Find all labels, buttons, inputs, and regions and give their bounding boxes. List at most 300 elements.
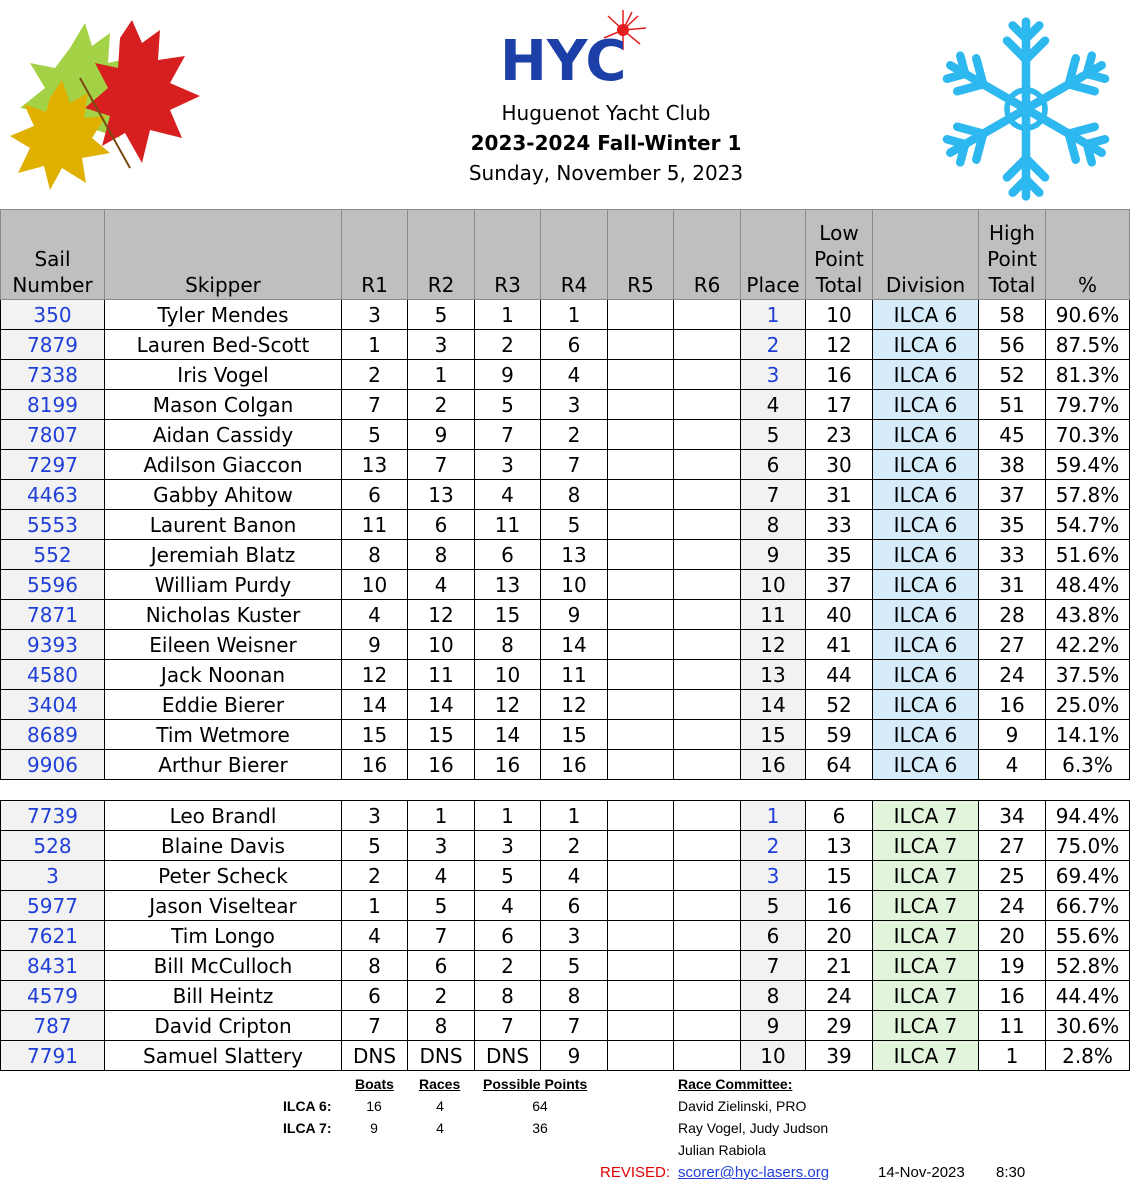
race-2-score: 3 [408,330,475,360]
sail-number-link[interactable]: 5596 [1,570,105,600]
low-point-total: 37 [806,570,873,600]
footer-ilca7-races: 4 [436,1120,444,1136]
race-3-score: 4 [475,480,541,510]
sail-number-link[interactable]: 4579 [1,981,105,1011]
division-value: ILCA 7 [873,801,979,831]
race-3-score: 3 [475,450,541,480]
high-point-total: 31 [979,570,1046,600]
high-point-total: 52 [979,360,1046,390]
sail-number-link[interactable]: 3 [1,861,105,891]
race-6-score [674,450,741,480]
results-table [0,209,1130,1071]
race-4-score: 3 [541,921,608,951]
race-2-score: 10 [408,630,475,660]
high-point-total: 25 [979,861,1046,891]
low-point-total: 24 [806,981,873,1011]
footer-ilca6-boats: 16 [366,1098,382,1114]
skipper-name: Aidan Cassidy [105,420,342,450]
table-row [1,921,1130,951]
col-r3: R3 [475,210,541,300]
division-value: ILCA 6 [873,600,979,630]
footer-boats-header: Boats [355,1076,394,1092]
ilca7-results [1,801,1130,1071]
high-point-total: 27 [979,831,1046,861]
low-point-total: 21 [806,951,873,981]
race-6-score [674,480,741,510]
high-point-total: 33 [979,540,1046,570]
table-row [1,1011,1130,1041]
race-1-score: 4 [342,921,408,951]
division-value: ILCA 7 [873,951,979,981]
race-2-score: 4 [408,861,475,891]
col-high-point-total: High Point Total [979,210,1046,300]
high-point-total: 11 [979,1011,1046,1041]
percent-value: 79.7% [1046,390,1130,420]
race-6-score [674,660,741,690]
race-5-score [608,1011,674,1041]
sail-number-link[interactable]: 9393 [1,630,105,660]
division-value: ILCA 7 [873,861,979,891]
race-4-score: 11 [541,660,608,690]
race-6-score [674,1041,741,1071]
sail-number-link[interactable]: 7621 [1,921,105,951]
skipper-name: Tim Longo [105,921,342,951]
race-3-score: 8 [475,630,541,660]
race-6-score [674,360,741,390]
percent-value: 90.6% [1046,300,1130,330]
high-point-total: 58 [979,300,1046,330]
place-value: 9 [741,1011,806,1041]
high-point-total: 24 [979,891,1046,921]
percent-value: 94.4% [1046,801,1130,831]
race-1-score: 7 [342,390,408,420]
sail-number-link[interactable]: 4580 [1,660,105,690]
table-row [1,450,1130,480]
high-point-total: 56 [979,330,1046,360]
sail-number-link[interactable]: 7739 [1,801,105,831]
race-1-score: 5 [342,420,408,450]
low-point-total: 31 [806,480,873,510]
race-2-score: 6 [408,510,475,540]
race-1-score: 4 [342,600,408,630]
race-1-score: 16 [342,750,408,780]
place-value: 8 [741,510,806,540]
skipper-name: Jason Viseltear [105,891,342,921]
high-point-total: 34 [979,801,1046,831]
place-value: 7 [741,480,806,510]
race-3-score: 7 [475,1011,541,1041]
race-1-score: 2 [342,360,408,390]
division-value: ILCA 6 [873,510,979,540]
table-row [1,540,1130,570]
race-3-score: 9 [475,360,541,390]
percent-value: 37.5% [1046,660,1130,690]
division-value: ILCA 7 [873,1041,979,1071]
division-value: ILCA 6 [873,480,979,510]
table-row [1,570,1130,600]
race-2-score: 3 [408,831,475,861]
spacer-row [1,780,1130,801]
race-4-score: 12 [541,690,608,720]
division-value: ILCA 7 [873,891,979,921]
skipper-name: David Cripton [105,1011,342,1041]
race-3-score: 12 [475,690,541,720]
race-4-score: 13 [541,540,608,570]
low-point-total: 16 [806,360,873,390]
snowflake-icon [928,14,1124,204]
table-row [1,801,1130,831]
race-5-score [608,690,674,720]
race-6-score [674,570,741,600]
race-5-score [608,570,674,600]
scorer-email-link[interactable]: scorer@hyc-lasers.org [678,1164,830,1181]
low-point-total: 44 [806,660,873,690]
race-1-score: 10 [342,570,408,600]
skipper-name: Tim Wetmore [105,720,342,750]
place-value: 1 [741,300,806,330]
percent-value: 52.8% [1046,951,1130,981]
race-3-score: DNS [475,1041,541,1071]
race-4-score: 4 [541,861,608,891]
spacer-cell [1,780,1130,801]
race-6-score [674,420,741,450]
low-point-total: 10 [806,300,873,330]
table-row [1,750,1130,780]
sail-number-link[interactable]: 3404 [1,690,105,720]
division-value: ILCA 6 [873,570,979,600]
race-4-score: 6 [541,891,608,921]
division-value: ILCA 6 [873,390,979,420]
table-row [1,360,1130,390]
race-5-score [608,630,674,660]
high-point-total: 20 [979,921,1046,951]
place-value: 16 [741,750,806,780]
table-row [1,600,1130,630]
skipper-name: Blaine Davis [105,831,342,861]
percent-value: 43.8% [1046,600,1130,630]
race-3-score: 3 [475,831,541,861]
table-row [1,1041,1130,1071]
table-row [1,330,1130,360]
place-value: 1 [741,801,806,831]
race-3-score: 4 [475,891,541,921]
race-5-score [608,1041,674,1071]
race-4-score: 15 [541,720,608,750]
revised-date: 14-Nov-2023 [878,1164,965,1181]
race-committee-line-2: Ray Vogel, Judy Judson [678,1120,829,1136]
sail-number-link[interactable]: 787 [1,1011,105,1041]
race-4-score: 2 [541,831,608,861]
skipper-name: Lauren Bed-Scott [105,330,342,360]
table-row [1,690,1130,720]
race-4-score: 7 [541,450,608,480]
header-row [1,210,1130,300]
col-place: Place [741,210,806,300]
race-3-score: 5 [475,390,541,420]
high-point-total: 16 [979,981,1046,1011]
percent-value: 55.6% [1046,921,1130,951]
race-1-score: 7 [342,1011,408,1041]
race-6-score [674,1011,741,1041]
race-5-score [608,600,674,630]
race-1-score: 6 [342,480,408,510]
race-1-score: 3 [342,801,408,831]
race-4-score: 8 [541,981,608,1011]
sail-number-link[interactable]: 7807 [1,420,105,450]
col-r2: R2 [408,210,475,300]
sail-number-link[interactable]: 350 [1,300,105,330]
low-point-total: 59 [806,720,873,750]
place-value: 13 [741,660,806,690]
percent-value: 75.0% [1046,831,1130,861]
col-r1: R1 [342,210,408,300]
place-value: 5 [741,891,806,921]
low-point-total: 39 [806,1041,873,1071]
race-4-score: 3 [541,390,608,420]
col-skipper: Skipper [105,210,342,300]
division-value: ILCA 6 [873,300,979,330]
race-1-score: 9 [342,630,408,660]
race-2-score: 7 [408,450,475,480]
race-5-score [608,891,674,921]
low-point-total: 13 [806,831,873,861]
sail-number-link[interactable]: 9906 [1,750,105,780]
col-low-point-total: Low Point Total [806,210,873,300]
race-4-score: 16 [541,750,608,780]
percent-value: 14.1% [1046,720,1130,750]
low-point-total: 52 [806,690,873,720]
division-value: ILCA 6 [873,750,979,780]
place-value: 3 [741,861,806,891]
skipper-name: Gabby Ahitow [105,480,342,510]
page-footer [0,1074,1132,1187]
hyc-logo [498,8,648,88]
division-value: ILCA 7 [873,1011,979,1041]
table-row [1,390,1130,420]
division-value: ILCA 6 [873,690,979,720]
low-point-total: 15 [806,861,873,891]
race-3-score: 14 [475,720,541,750]
percent-value: 70.3% [1046,420,1130,450]
race-6-score [674,831,741,861]
low-point-total: 17 [806,390,873,420]
race-1-score: DNS [342,1041,408,1071]
low-point-total: 12 [806,330,873,360]
division-spacer [1,780,1130,801]
race-2-score: 13 [408,480,475,510]
race-1-score: 3 [342,300,408,330]
col-percent: % [1046,210,1130,300]
race-2-score: 6 [408,951,475,981]
table-row [1,480,1130,510]
footer-points-header: Possible Points [483,1076,588,1092]
percent-value: 51.6% [1046,540,1130,570]
sail-number-link[interactable]: 5977 [1,891,105,921]
race-committee-line-3: Julian Rabiola [678,1142,766,1158]
race-2-score: 8 [408,540,475,570]
race-6-score [674,600,741,630]
sail-number-link[interactable]: 7791 [1,1041,105,1071]
sail-number-link[interactable]: 4463 [1,480,105,510]
place-value: 9 [741,540,806,570]
division-value: ILCA 6 [873,360,979,390]
race-2-score: 5 [408,891,475,921]
low-point-total: 64 [806,750,873,780]
sail-number-link[interactable]: 7338 [1,360,105,390]
race-5-score [608,540,674,570]
race-6-score [674,390,741,420]
table-row [1,891,1130,921]
race-4-score: 9 [541,600,608,630]
race-4-score: 4 [541,360,608,390]
sail-number-link[interactable]: 7879 [1,330,105,360]
percent-value: 2.8% [1046,1041,1130,1071]
race-2-score: 7 [408,921,475,951]
percent-value: 57.8% [1046,480,1130,510]
race-5-score [608,390,674,420]
percent-value: 66.7% [1046,891,1130,921]
revised-label: REVISED: [600,1164,671,1181]
race-2-score: 14 [408,690,475,720]
footer-ilca7-points: 36 [532,1120,548,1136]
percent-value: 81.3% [1046,360,1130,390]
race-2-score: 2 [408,981,475,1011]
sail-number-link[interactable]: 7297 [1,450,105,480]
race-1-score: 13 [342,450,408,480]
sail-number-link[interactable]: 5553 [1,510,105,540]
race-4-score: 9 [541,1041,608,1071]
race-4-score: 5 [541,510,608,540]
race-6-score [674,981,741,1011]
race-5-score [608,951,674,981]
place-value: 8 [741,981,806,1011]
skipper-name: Laurent Banon [105,510,342,540]
footer-ilca7-label: ILCA 7: [283,1120,332,1136]
division-value: ILCA 7 [873,981,979,1011]
race-6-score [674,690,741,720]
sail-number-link[interactable]: 528 [1,831,105,861]
high-point-total: 24 [979,660,1046,690]
race-5-score [608,981,674,1011]
race-3-score: 6 [475,540,541,570]
skipper-name: Mason Colgan [105,390,342,420]
sail-number-link[interactable]: 7871 [1,600,105,630]
low-point-total: 41 [806,630,873,660]
low-point-total: 33 [806,510,873,540]
race-4-score: 10 [541,570,608,600]
low-point-total: 6 [806,801,873,831]
race-5-score [608,861,674,891]
race-6-score [674,921,741,951]
footer-ilca6-races: 4 [436,1098,444,1114]
division-value: ILCA 6 [873,540,979,570]
skipper-name: Bill Heintz [105,981,342,1011]
race-3-score: 2 [475,330,541,360]
percent-value: 25.0% [1046,690,1130,720]
race-2-score: 9 [408,420,475,450]
race-5-score [608,720,674,750]
race-6-score [674,720,741,750]
col-r6: R6 [674,210,741,300]
race-6-score [674,300,741,330]
race-4-score: 5 [541,951,608,981]
race-5-score [608,300,674,330]
place-value: 5 [741,420,806,450]
high-point-total: 37 [979,480,1046,510]
place-value: 6 [741,450,806,480]
race-2-score: 15 [408,720,475,750]
race-2-score: 11 [408,660,475,690]
race-1-score: 6 [342,981,408,1011]
col-r4: R4 [541,210,608,300]
skipper-name: Jeremiah Blatz [105,540,342,570]
sail-number-link[interactable]: 8689 [1,720,105,750]
skipper-name: Bill McCulloch [105,951,342,981]
table-row [1,951,1130,981]
percent-value: 42.2% [1046,630,1130,660]
low-point-total: 23 [806,420,873,450]
race-1-score: 8 [342,540,408,570]
race-3-score: 6 [475,921,541,951]
race-1-score: 2 [342,861,408,891]
race-4-score: 1 [541,300,608,330]
sail-number-link[interactable]: 552 [1,540,105,570]
race-committee-line-1: David Zielinski, PRO [678,1098,807,1114]
race-3-score: 16 [475,750,541,780]
race-5-score [608,921,674,951]
col-r5: R5 [608,210,674,300]
percent-value: 6.3% [1046,750,1130,780]
skipper-name: Arthur Bierer [105,750,342,780]
sail-number-link[interactable]: 8199 [1,390,105,420]
high-point-total: 28 [979,600,1046,630]
low-point-total: 30 [806,450,873,480]
race-5-score [608,831,674,861]
race-6-score [674,750,741,780]
footer-ilca7-boats: 9 [370,1120,378,1136]
high-point-total: 35 [979,510,1046,540]
skipper-name: Peter Scheck [105,861,342,891]
race-4-score: 14 [541,630,608,660]
race-4-score: 1 [541,801,608,831]
race-2-score: 5 [408,300,475,330]
revised-time: 8:30 [996,1164,1026,1181]
page-header [0,0,1132,208]
division-value: ILCA 6 [873,330,979,360]
race-3-score: 5 [475,861,541,891]
table-row [1,660,1130,690]
percent-value: 48.4% [1046,570,1130,600]
percent-value: 87.5% [1046,330,1130,360]
col-division: Division [873,210,979,300]
race-5-score [608,360,674,390]
skipper-name: William Purdy [105,570,342,600]
table-row [1,831,1130,861]
race-date: Sunday, November 5, 2023 [468,161,744,185]
table-row [1,300,1130,330]
high-point-total: 27 [979,630,1046,660]
race-6-score [674,951,741,981]
high-point-total: 4 [979,750,1046,780]
race-6-score [674,861,741,891]
sail-number-link[interactable]: 8431 [1,951,105,981]
race-2-score: 2 [408,390,475,420]
race-2-score: 1 [408,360,475,390]
race-1-score: 14 [342,690,408,720]
high-point-total: 1 [979,1041,1046,1071]
place-value: 4 [741,390,806,420]
percent-value: 59.4% [1046,450,1130,480]
